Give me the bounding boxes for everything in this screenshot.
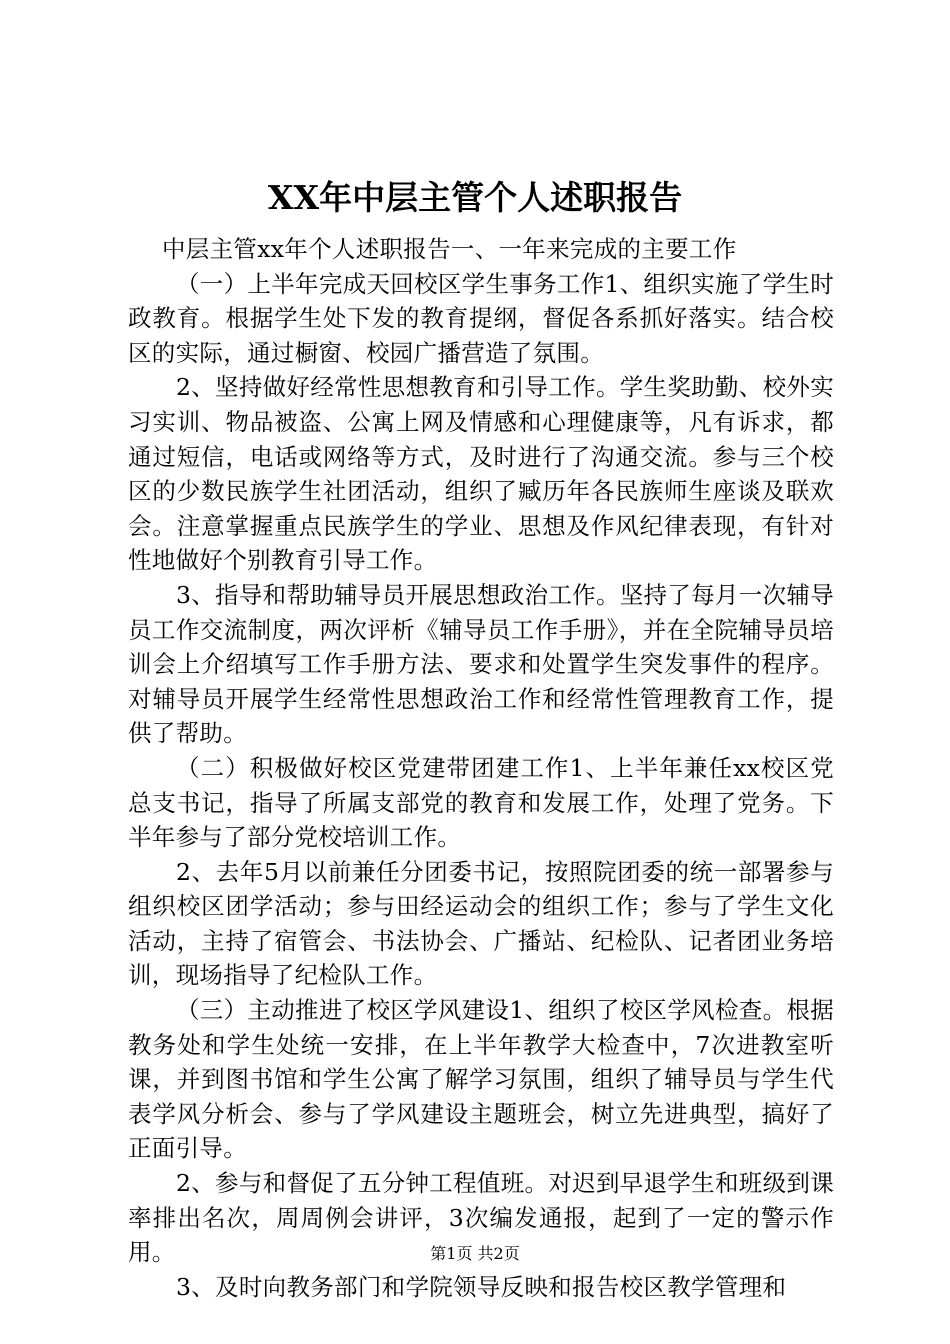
paragraph-item-3c: 3、及时向教务部门和学院领导反映和报告校区教学管理和 xyxy=(176,1272,787,1301)
document-title: XX年中层主管个人述职报告 xyxy=(267,178,683,217)
paragraph-section-1: （一）上半年完成天回校区学生事务工作1、组织实施了学生时政教育。根据学生处下发的教育提纲，督促各系抓好落实。结合校区的实际，通过橱窗、校园广播营造了氛围。 xyxy=(128,269,834,367)
paragraph-section-3: （三）主动推进了校区学风建设1、组织了校区学风检查。根据教务处和学生处统一安排，在上半年教学大检查中，7次进教室听课，并到图书馆和学生公寓了解学习氛围，组织了辅导员与学生代表学风分析会、参与了学风建设主题班会，树立先进典型，搞好了正面引导。 xyxy=(128,996,834,1163)
paragraph-item-3: 3、指导和帮助辅导员开展思想政治工作。坚持了每月一次辅导员工作交流制度，两次评析《辅导员工作手册》，并在全院辅导员培训会上介绍填写工作手册方法、要求和处置学生突发事件的程序。对辅导员开展学生经常性思想政治工作和经常性管理教育工作，提供了帮助。 xyxy=(128,580,834,748)
paragraph-item-2: 2、坚持做好经常性思想教育和引导工作。学生奖助勤、校外实习实训、物品被盗、公寓上网及情感和心理健康等，凡有诉求，都通过短信，电话或网络等方式，及时进行了沟通交流。参与三个校区的少数民族学生社团活动，组织了臧历年各民族师生座谈及联欢会。注意掌握重点民族学生的学业、思想及作风纪律表现，有针对性地做好个别教育引导工作。 xyxy=(128,373,834,575)
document-body xyxy=(128,232,834,1304)
paragraph-lead: 中层主管xx年个人述职报告一、一年来完成的主要工作 xyxy=(162,235,737,263)
page-number-footer: 第1页 共2页 xyxy=(430,1244,520,1263)
paragraph-item-2b: 2、去年5月以前兼任分团委书记，按照院团委的统一部署参与组织校区团学活动；参与田经运动会的组织工作；参与了学生文化活动，主持了宿管会、书法协会、广播站、纪检队、记者团业务培训，现场指导了纪检队工作。 xyxy=(128,857,834,990)
paragraph-item-2c: 2、参与和督促了五分钟工程值班。对迟到早退学生和班级到课率排出名次，周周例会讲评，3次编发通报，起到了一定的警示作用。 xyxy=(128,1169,834,1267)
paragraph-section-2: （二）积极做好校区党建带团建工作1、上半年兼任xx校区党总支书记，指导了所属支部党的教育和发展工作，处理了党务。下半年参与了部分党校培训工作。 xyxy=(128,753,834,852)
